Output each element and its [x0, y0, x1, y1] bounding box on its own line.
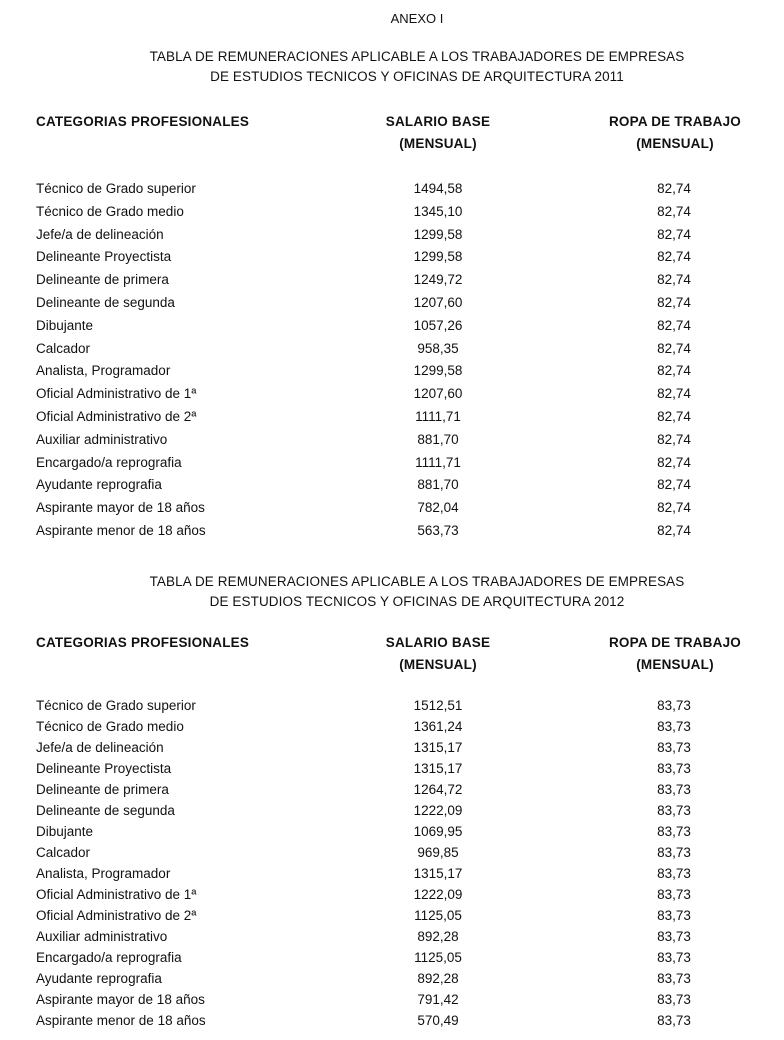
table-2012-header-salary	[367, 632, 509, 676]
salary-cell: 892,28	[417, 929, 459, 944]
table-row	[0, 474, 784, 497]
clothing-cell: 83,73	[657, 698, 691, 713]
clothing-cell: 83,73	[657, 824, 691, 839]
category-cell: Ayudante reprografia	[36, 971, 162, 986]
category-cell: Calcador	[36, 340, 91, 356]
clothing-cell: 82,74	[657, 317, 691, 333]
salary-cell: 1249,72	[413, 272, 463, 288]
category-cell: Encargado/a reprografia	[36, 454, 182, 470]
salary-cell: 881,70	[417, 431, 459, 447]
category-cell: Encargado/a reprografia	[36, 950, 182, 965]
salary-cell: 782,04	[417, 500, 459, 516]
table-2011-header-clothing-line1: ROPA DE TRABAJO	[608, 114, 741, 129]
table-row	[0, 821, 784, 842]
salary-cell: 1299,58	[413, 249, 463, 265]
clothing-cell: 82,74	[657, 500, 691, 516]
table-row	[0, 520, 784, 543]
category-cell: Dibujante	[36, 824, 94, 839]
table-row	[0, 338, 784, 361]
category-cell: Delineante de primera	[36, 272, 169, 288]
salary-cell: 1222,09	[413, 803, 463, 818]
category-cell: Jefe/a de delineación	[36, 740, 164, 755]
clothing-cell: 82,74	[657, 386, 691, 402]
salary-cell: 570,49	[417, 1013, 459, 1028]
table-row	[0, 716, 784, 737]
salary-cell: 892,28	[417, 971, 459, 986]
salary-cell: 1222,09	[413, 887, 463, 902]
salary-cell: 1057,26	[413, 317, 463, 333]
category-cell: Auxiliar administrativo	[36, 929, 168, 944]
table-2011-title-line1: TABLA DE REMUNERACIONES APLICABLE A LOS TRABAJADORES DE EMPRESAS	[149, 49, 685, 64]
table-row	[0, 497, 784, 520]
table-2012-title-line2: DE ESTUDIOS TECNICOS Y OFICINAS DE ARQUITECTURA 2012	[209, 594, 625, 609]
category-cell: Técnico de Grado medio	[36, 203, 184, 219]
table-row	[0, 246, 784, 269]
table-2012-body	[0, 695, 784, 1031]
table-2011-body	[0, 178, 784, 543]
salary-cell: 1494,58	[413, 181, 463, 196]
category-cell: Ayudante reprografia	[36, 477, 162, 493]
category-cell: Oficial Administrativo de 2ª	[36, 408, 197, 424]
table-row	[0, 884, 784, 905]
category-cell: Oficial Administrativo de 1ª	[36, 887, 197, 902]
salary-cell: 881,70	[417, 477, 459, 493]
table-row	[0, 926, 784, 947]
table-row	[0, 863, 784, 884]
table-row	[0, 315, 784, 338]
clothing-cell: 83,73	[657, 845, 691, 860]
clothing-cell: 83,73	[657, 887, 691, 902]
salary-cell: 1345,10	[413, 203, 463, 219]
table-row	[0, 406, 784, 429]
table-2011-header-salary	[367, 111, 509, 155]
category-cell: Delineante de segunda	[36, 803, 175, 818]
category-cell: Delineante Proyectista	[36, 249, 172, 265]
clothing-cell: 82,74	[657, 203, 691, 219]
clothing-cell: 82,74	[657, 340, 691, 356]
salary-cell: 1125,05	[414, 908, 462, 923]
salary-cell: 1111,71	[415, 454, 461, 470]
clothing-cell: 82,74	[657, 363, 691, 379]
salary-cell: 1315,17	[413, 866, 463, 881]
clothing-cell: 83,73	[657, 971, 691, 986]
category-cell: Delineante de segunda	[36, 294, 175, 310]
salary-cell: 1207,60	[413, 386, 463, 402]
table-2011-header-category: CATEGORIAS PROFESIONALES	[36, 114, 250, 129]
table-2011-title	[0, 47, 784, 87]
salary-cell: 1299,58	[413, 226, 463, 242]
table-row	[0, 429, 784, 452]
table-row	[0, 779, 784, 800]
category-cell: Aspirante menor de 18 años	[36, 1013, 206, 1028]
clothing-cell: 83,73	[657, 719, 691, 734]
clothing-cell: 82,74	[657, 454, 691, 470]
category-cell: Analista, Programador	[36, 363, 171, 379]
category-cell: Técnico de Grado medio	[36, 719, 184, 734]
table-row	[0, 905, 784, 926]
clothing-cell: 83,73	[657, 803, 691, 818]
salary-cell: 1111,71	[415, 408, 461, 424]
table-row	[0, 968, 784, 989]
table-row	[0, 737, 784, 758]
clothing-cell: 82,74	[657, 294, 691, 310]
clothing-cell: 83,73	[657, 929, 691, 944]
table-row	[0, 989, 784, 1010]
annex-title: ANEXO I	[390, 11, 444, 26]
salary-cell: 1512,51	[413, 698, 463, 713]
table-2011-header-salary-line1: SALARIO BASE	[385, 114, 491, 129]
clothing-cell: 83,73	[657, 866, 691, 881]
category-cell: Calcador	[36, 845, 91, 860]
category-cell: Aspirante mayor de 18 años	[36, 500, 205, 516]
salary-cell: 958,35	[417, 340, 459, 356]
clothing-cell: 82,74	[657, 408, 691, 424]
table-2012-title	[0, 572, 784, 612]
table-2012-header-clothing	[596, 632, 754, 676]
salary-cell: 1315,17	[413, 761, 463, 776]
clothing-cell: 83,73	[657, 950, 691, 965]
clothing-cell: 82,74	[657, 431, 691, 447]
clothing-cell: 83,73	[657, 992, 691, 1007]
table-row	[0, 800, 784, 821]
category-cell: Delineante Proyectista	[36, 761, 172, 776]
clothing-cell: 83,73	[657, 1013, 691, 1028]
category-cell: Dibujante	[36, 317, 94, 333]
table-2011-header-clothing-line2: (MENSUAL)	[636, 136, 714, 151]
table-2012-header-clothing-line2: (MENSUAL)	[636, 657, 714, 672]
salary-cell: 1361,24	[413, 719, 463, 734]
clothing-cell: 83,73	[657, 740, 691, 755]
category-cell: Oficial Administrativo de 2ª	[36, 908, 197, 923]
table-row	[0, 383, 784, 406]
table-row	[0, 1010, 784, 1031]
table-row	[0, 842, 784, 863]
table-2012-header-clothing-line1: ROPA DE TRABAJO	[608, 635, 741, 650]
table-row	[0, 452, 784, 475]
salary-cell: 791,42	[417, 992, 459, 1007]
table-row	[0, 360, 784, 383]
table-row	[0, 695, 784, 716]
salary-cell: 1315,17	[413, 740, 463, 755]
clothing-cell: 83,73	[657, 761, 691, 776]
category-cell: Aspirante mayor de 18 años	[36, 992, 205, 1007]
table-row	[0, 269, 784, 292]
table-row	[0, 178, 784, 201]
clothing-cell: 82,74	[657, 522, 691, 538]
category-cell: Auxiliar administrativo	[36, 431, 168, 447]
clothing-cell: 82,74	[657, 226, 691, 242]
clothing-cell: 82,74	[657, 272, 691, 288]
clothing-cell: 83,73	[657, 908, 691, 923]
category-cell: Técnico de Grado superior	[36, 181, 196, 196]
category-cell: Delineante de primera	[36, 782, 169, 797]
category-cell: Técnico de Grado superior	[36, 698, 196, 713]
category-cell: Jefe/a de delineación	[36, 226, 164, 242]
salary-cell: 563,73	[417, 522, 459, 538]
salary-cell: 969,85	[417, 845, 459, 860]
salary-cell: 1264,72	[413, 782, 463, 797]
table-2011-title-line2: DE ESTUDIOS TECNICOS Y OFICINAS DE ARQUITECTURA 2011	[210, 69, 624, 84]
clothing-cell: 83,73	[657, 782, 691, 797]
table-2012-header-salary-line2: (MENSUAL)	[399, 657, 477, 672]
category-cell: Analista, Programador	[36, 866, 171, 881]
table-2011-header-clothing	[596, 111, 754, 155]
table-2012-title-line1: TABLA DE REMUNERACIONES APLICABLE A LOS TRABAJADORES DE EMPRESAS	[149, 574, 685, 589]
salary-cell: 1069,95	[413, 824, 463, 839]
salary-cell: 1299,58	[413, 363, 463, 379]
table-2012-header-category: CATEGORIAS PROFESIONALES	[36, 635, 250, 650]
table-2012-header-salary-line1: SALARIO BASE	[385, 635, 491, 650]
table-row	[0, 224, 784, 247]
salary-cell: 1207,60	[413, 294, 463, 310]
table-2011-header-salary-line2: (MENSUAL)	[399, 136, 477, 151]
table-row	[0, 201, 784, 224]
table-row	[0, 758, 784, 779]
category-cell: Aspirante menor de 18 años	[36, 522, 206, 538]
clothing-cell: 82,74	[657, 249, 691, 265]
clothing-cell: 82,74	[657, 181, 691, 196]
table-row	[0, 947, 784, 968]
salary-cell: 1125,05	[414, 950, 462, 965]
clothing-cell: 82,74	[657, 477, 691, 493]
category-cell: Oficial Administrativo de 1ª	[36, 386, 197, 402]
table-row	[0, 292, 784, 315]
